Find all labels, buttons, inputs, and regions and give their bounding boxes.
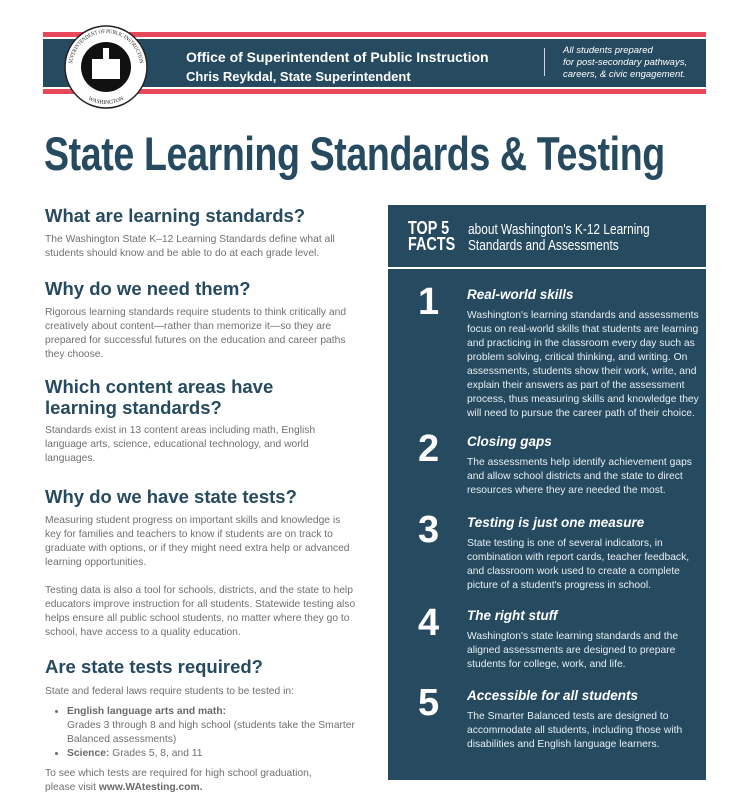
fact-number: 2 [418,428,440,470]
fact-body: State testing is one of several indicators, in combination with report cards, teacher feedback, and classroom work used to create a complete picture of a student's progress in school. [467,538,690,591]
top5-facts-box [388,205,706,780]
watesting-link[interactable]: www.WAtesting.com. [98,782,203,793]
section-state-tests [45,486,375,640]
section-body: Measuring student progress on important skills and knowledge is key for families and teachers to know if students are on track to graduate with options, or if they might need extra help or advanced learning opportunities. [45,515,350,568]
fact-body: The Smarter Balanced tests are designed to accommodate all students, including those with disabilities and English language learners. [467,711,683,750]
facts-header [388,205,706,269]
footer-text: To see which tests are required for high school graduation, please visit [45,768,312,793]
section-what [45,205,375,261]
section-heading: Why do we have state tests? [45,486,297,507]
test-list [45,705,375,761]
tagline-line: for post-secondary pathways, [563,57,688,68]
facts-subtitle: about Washington's K-12 Learning Standards and Assessments [468,222,650,254]
fact-number: 4 [418,602,440,644]
tagline-line: careers, & civic engagement. [563,69,686,80]
page-title: State Learning Standards & Testing [44,127,665,180]
list-item [67,747,375,761]
fact-title: Closing gaps [467,434,552,449]
fact-title: Accessible for all students [467,688,639,703]
tagline-line: All students prepared [563,45,653,56]
section-heading: Are state tests required? [45,656,263,677]
fact-title: Real-world skills [467,287,574,302]
section-body: Testing data is also a tool for schools, districts, and the state to help educators improve instruction for all students. Statewide testing also helps ensure all public school students, no matter where they go to school, have access to a quality education. [45,585,356,638]
bullet-text: Grades 5, 8, and 11 [112,748,203,759]
tagline [563,45,687,81]
fact-number: 5 [418,682,440,724]
section-body: Rigorous learning standards require students to think critically and creatively about content—rather than memorize it—so they are prepared for successful futures on the education and career paths they choose. [45,307,347,360]
fact-body: Washington's state learning standards and the aligned assessments are designed to prepare students for college, work, and life. [467,631,679,670]
seal-text-bottom: WASHINGTON [87,95,125,107]
fact-title: Testing is just one measure [467,515,645,530]
section-heading: What are learning standards? [45,205,306,226]
fact-number: 3 [418,509,440,551]
org-name: Office of Superintendent of Public Instruction [186,49,489,65]
section-required [45,656,375,795]
section-body: State and federal laws require students to be tested in: [45,686,294,697]
fact-body: The assessments help identify achievement gaps and allow school districts and the state to direct resources where they are needed the most. [467,457,692,496]
bullet-label: English language arts and math: [67,706,227,717]
bullet-label: Science: [67,748,110,759]
facts-line: FACTS [408,234,456,254]
fact-number: 1 [418,281,440,323]
header-divider [544,48,545,76]
section-body: Standards exist in 13 content areas including math, English language arts, science, educational technology, and world languages. [45,425,316,464]
list-item [67,705,375,747]
section-footer [45,767,315,795]
fact-title: The right stuff [467,608,558,623]
top5-label [408,220,455,252]
section-content-areas [45,376,316,466]
top5-line: TOP 5 [408,218,450,238]
seal-text-top: SUPERINTENDENT OF PUBLIC INSTRUCTION [68,28,144,65]
section-heading: Why do we need them? [45,278,251,299]
section-body: The Washington State K–12 Learning Standards define what all students should know and be able to do at each grade level. [45,234,335,259]
superintendent-name: Chris Reykdal, State Superintendent [186,69,411,84]
org-block [186,48,489,86]
section-heading: Which content areas have learning standards? [45,376,274,418]
bullet-text: Grades 3 through 8 and high school (students take the Smarter Balanced assessments) [67,720,355,745]
section-why-need [45,278,375,362]
fact-body: Washington's learning standards and assessments focus on real-world skills that students are learning and practicing in the classroom every day such as problem solving, critical thinking, and writing. On assessments, students show their work, write, and explain their answers as part of the assessment process, thus measuring skills and knowledge they will need to pursue the career path of their choice. [467,310,699,419]
ospi-seal-logo [64,25,148,109]
